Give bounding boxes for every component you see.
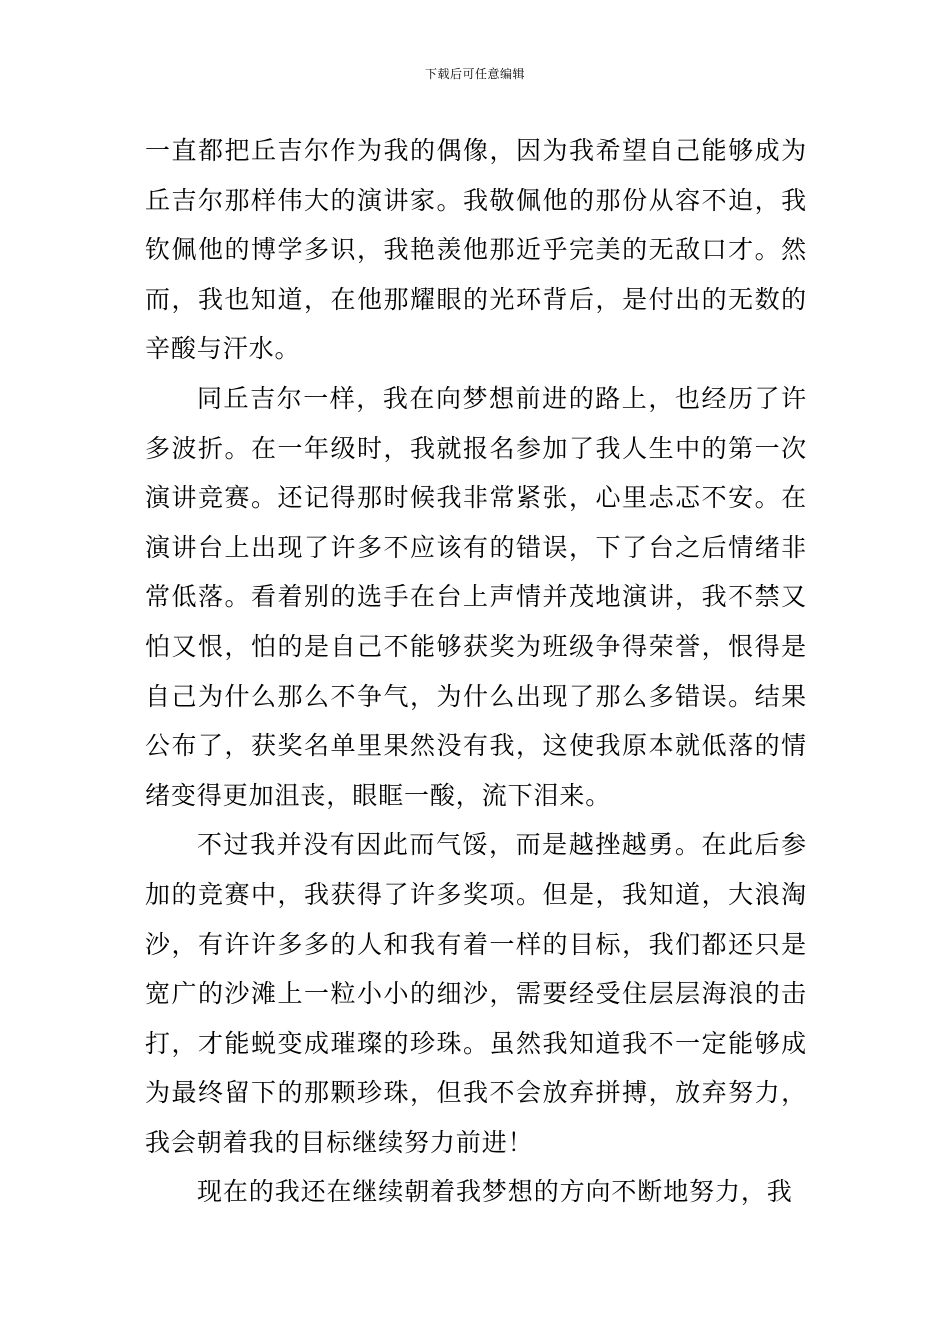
paragraph-3: 不过我并没有因此而气馁，而是越挫越勇。在此后参加的竞赛中，我获得了许多奖项。但是，我知道，大浪淘沙，有许许多多的人和我有着一样的目标，我们都还只是宽广的沙滩上一粒小小的细沙，需要经受住层层海浪的击打，才能蜕变成璀璨的珍珠。虽然我知道我不一定能够成为最终留下的那颗珍珠，但我不会放弃拼搏，放弃努力，我会朝着我的目标继续努力前进！ <box>145 830 807 1157</box>
body-text <box>145 126 807 1217</box>
paragraph-4: 现在的我还在继续朝着我梦想的方向不断地努力，我 <box>197 1177 793 1207</box>
paragraph-2: 同丘吉尔一样，我在向梦想前进的路上，也经历了许多波折。在一年级时，我就报名参加了我人生中的第一次演讲竞赛。还记得那时候我非常紧张，心里忐忑不安。在演讲台上出现了许多不应该有的错误，下了台之后情绪非常低落。看着别的选手在台上声情并茂地演讲，我不禁又怕又恨，怕的是自己不能够获奖为班级争得荣誉，恨得是自己为什么那么不争气，为什么出现了那么多错误。结果公布了，获奖名单里果然没有我，这使我原本就低落的情绪变得更加沮丧，眼眶一酸，流下泪来。 <box>145 383 807 810</box>
paragraph-1: 一直都把丘吉尔作为我的偶像，因为我希望自己能够成为丘吉尔那样伟大的演讲家。我敬佩他的那份从容不迫，我钦佩他的博学多识，我艳羡他那近乎完美的无敌口才。然而，我也知道，在他那耀眼的光环背后，是付出的无数的辛酸与汗水。 <box>145 136 807 364</box>
page-header: 下载后可任意编辑 <box>424 67 525 81</box>
